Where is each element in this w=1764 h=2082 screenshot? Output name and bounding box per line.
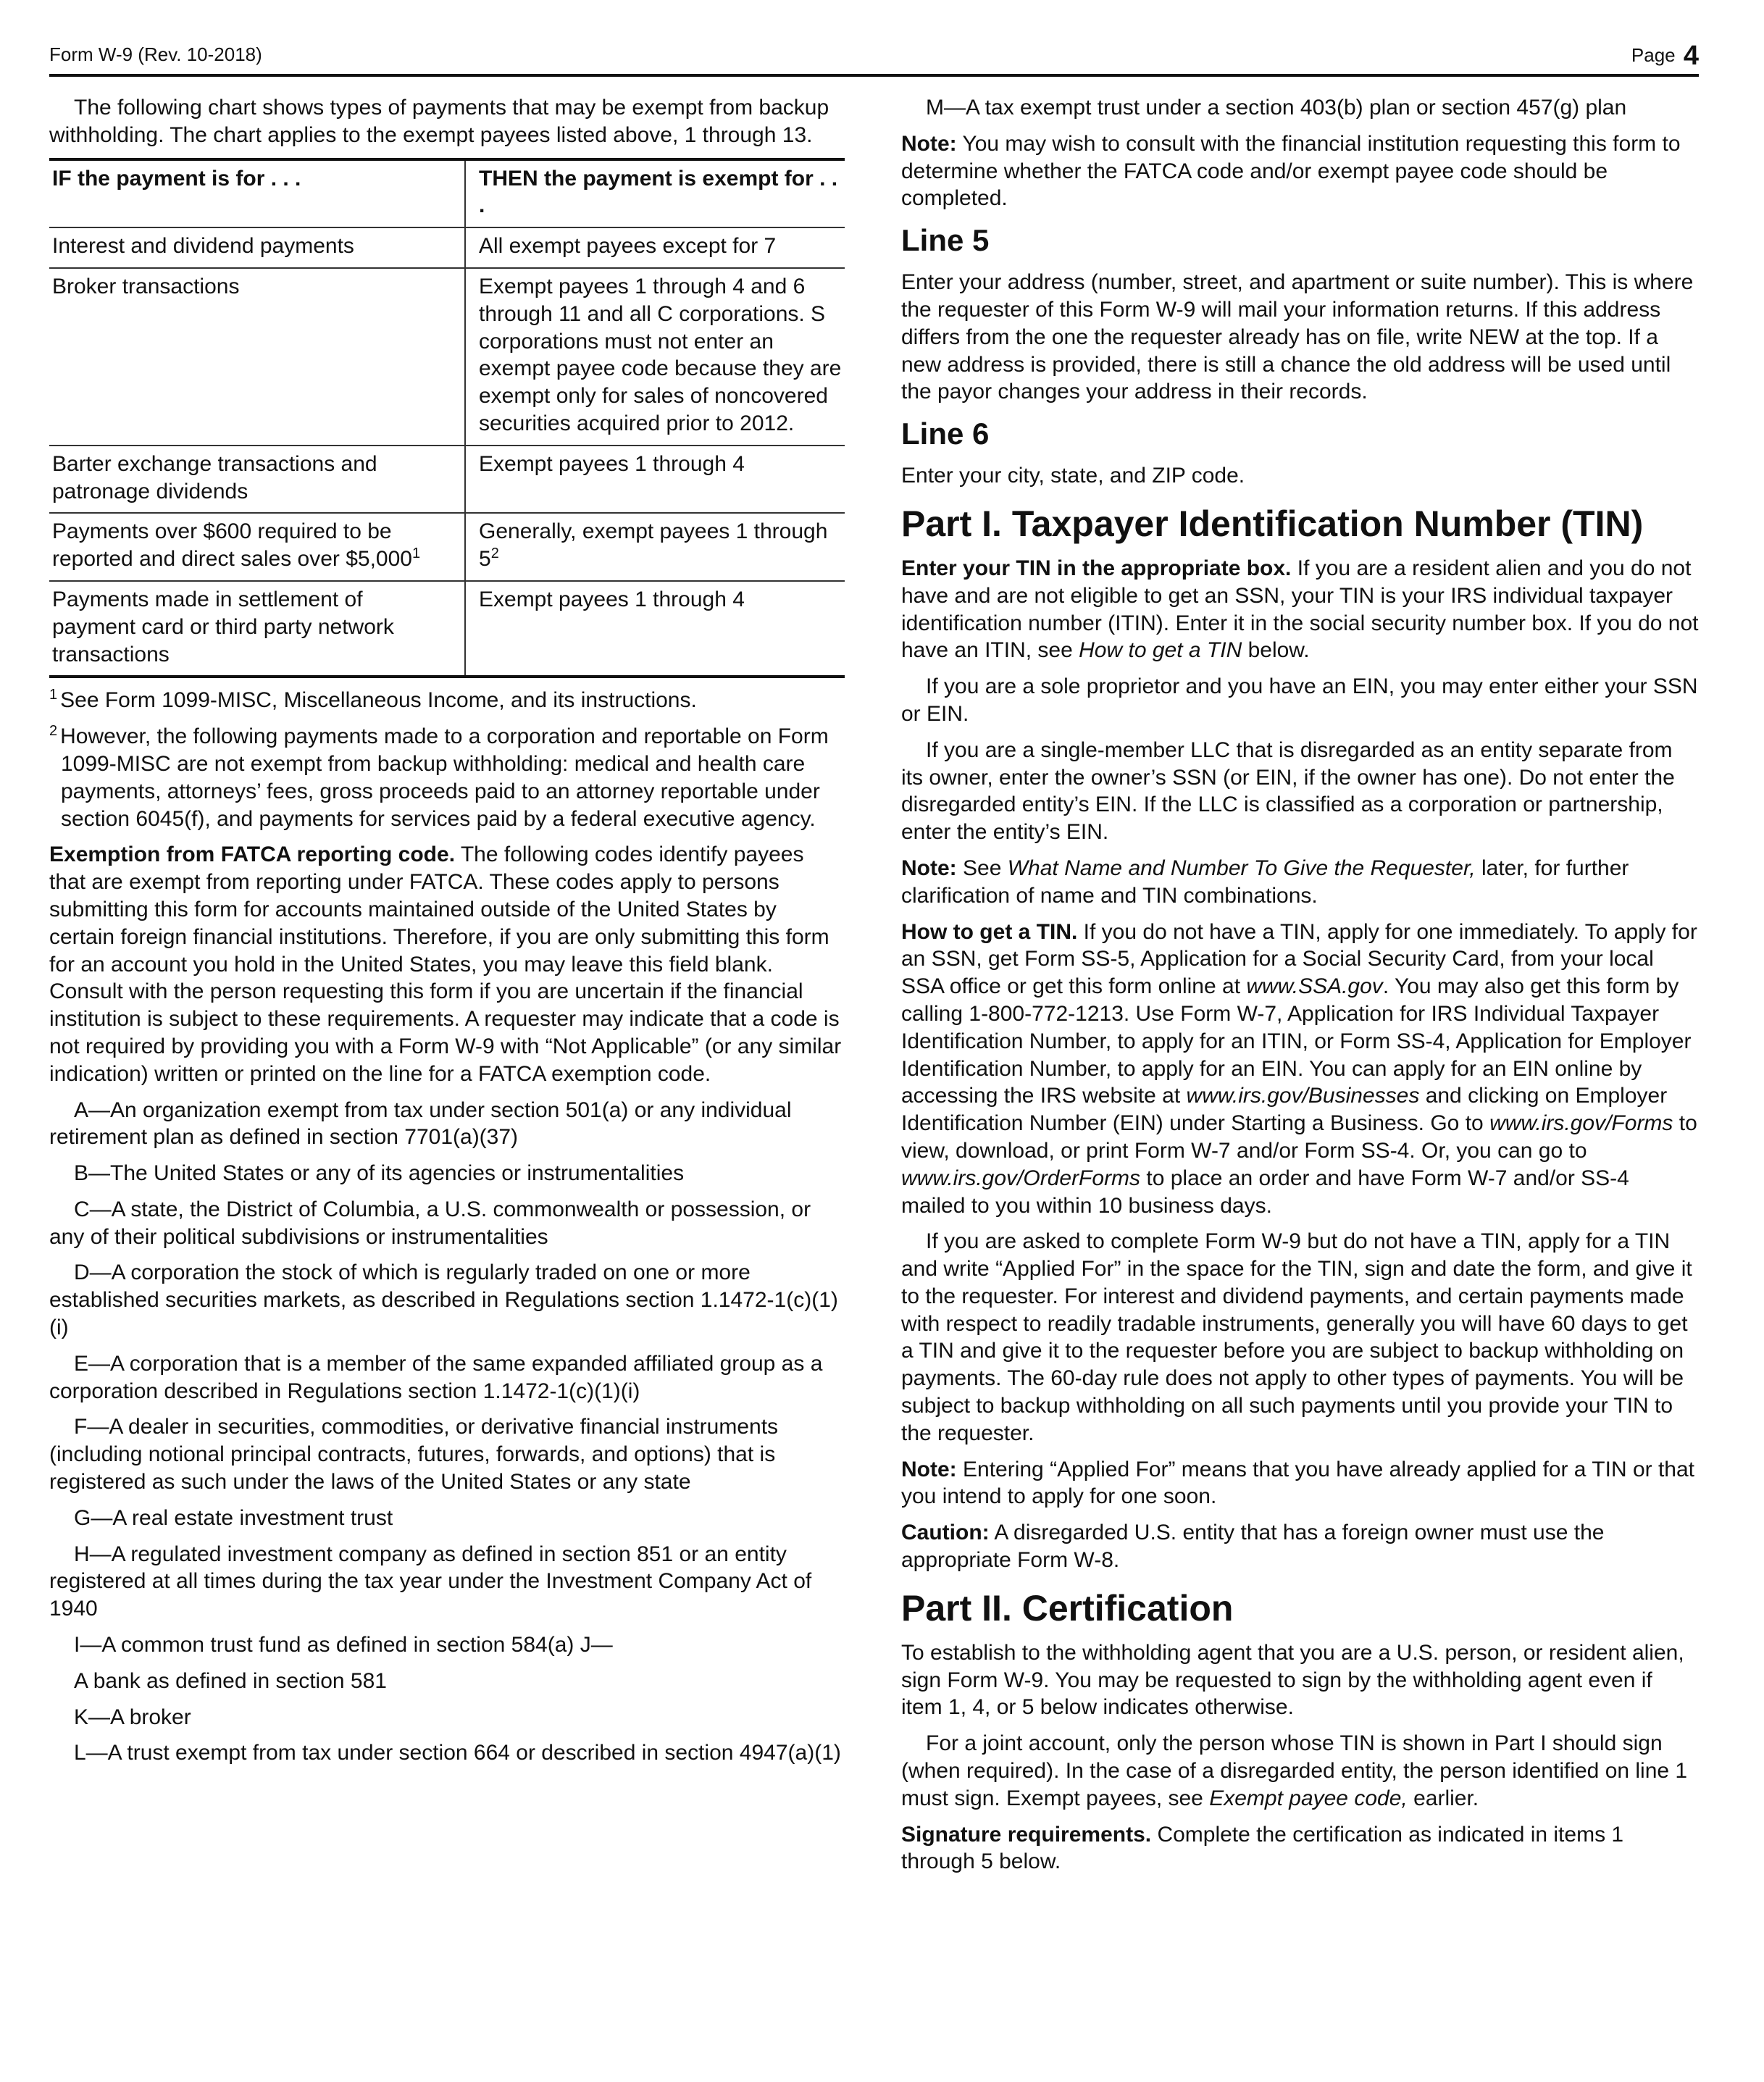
table-cell: Payments made in settlement of payment card or third party network transactions <box>49 581 465 677</box>
code-item: D—A corporation the stock of which is regularly traded on one or more established securities markets, as described in Regulations section 1.1472-1(c)(1)(i) <box>49 1261 838 1340</box>
fatca-text: The following codes identify payees that are exempt from reporting under FATCA. These codes apply to persons submitting this form for accounts maintained outside of the United States by certain foreign financial institutions. Therefore, if you are only submitting this form for an account you hold in the United States, you may leave this field blank. Consult with the person requesting this form if you are uncertain if the financial institution is subject to these requirements. A requester may indicate that a code is not required by providing you with a Form W-9 with “Not Applicable” (or any similar indication) written or printed on the line for a FATCA exemption code. <box>49 843 842 1086</box>
note-label: Note: <box>901 1457 957 1481</box>
cell-text: Generally, exempt payees 1 through 5 <box>479 519 828 572</box>
note-label: Note: <box>901 856 957 880</box>
tin-reference: How to get a TIN <box>1079 638 1242 663</box>
code-item: K—A broker <box>74 1705 191 1729</box>
line6-text: Enter your city, state, and ZIP code. <box>901 464 1245 488</box>
caution-paragraph <box>901 1519 1699 1574</box>
table-cell: Broker transactions <box>49 268 465 446</box>
code-item: A—An organization exempt from tax under section 501(a) or any individual retirement plan as defined in section 7701(a)(37) <box>49 1098 792 1150</box>
line5-text: Enter your address (number, street, and apartment or suite number). This is where the requester of this Form W-9 will mail your information returns. If this address differs from the one the requester already has on file, write NEW at the top. If a new address is provided, there is still a chance the old address will be used until the payor changes your address in their records. <box>901 270 1694 404</box>
table-cell: Interest and dividend payments <box>49 227 465 268</box>
joint-account-paragraph <box>901 1730 1699 1812</box>
part1-heading: Part I. Taxpayer Identification Number (TIN) <box>901 503 1644 544</box>
table-cell <box>465 513 845 581</box>
tin-paragraph <box>901 555 1699 664</box>
table-header-row <box>49 159 845 228</box>
table-header-then: THEN the payment is exempt for . . . <box>465 159 845 228</box>
page-label: Page <box>1631 44 1676 66</box>
code-item: B—The United States or any of its agencies or instrumentalities <box>74 1161 685 1186</box>
how-to-text: to place an order and have Form W-7 and/or SS-4 mailed to you within 10 business days. <box>901 1166 1629 1218</box>
header-rule <box>49 74 1699 77</box>
note-text: See <box>963 856 1002 880</box>
table-cell: Barter exchange transactions and patronage dividends <box>49 446 465 514</box>
code-item: G—A real estate investment trust <box>74 1505 393 1530</box>
table-row <box>49 581 845 677</box>
how-to-text: If you do not have a TIN, apply for one immediately. To apply for an SSN, get Form SS-5, Application for a Social Security Card, from your local SSA office or get this form online at <box>901 919 1697 999</box>
chart-intro: The following chart shows types of payments that may be exempt from backup withholding. The chart applies to the exempt payees listed above, 1 through 13. <box>49 96 829 147</box>
code-item: I—A common trust fund as defined in section 584(a) J— <box>74 1633 613 1657</box>
table-cell: All exempt payees except for 7 <box>465 227 845 268</box>
footnote-ref: 2 <box>490 545 499 562</box>
footnote-number: 1 <box>49 687 58 703</box>
note-paragraph <box>901 855 1699 910</box>
how-to-text: and clicking on Employer Identification Number (EIN) under Starting a Business. Go to <box>901 1084 1668 1136</box>
note-text: later, for further clarification of name and TIN combinations. <box>901 856 1629 908</box>
note-text: You may wish to consult with the financial institution requesting this form to determine whether the FATCA code and/or exempt payee code should be completed. <box>901 131 1681 211</box>
tin-end: below. <box>1247 638 1310 663</box>
page-number: 4 <box>1683 41 1699 71</box>
note-label: Note: <box>901 131 957 156</box>
footnote-number: 2 <box>49 723 58 740</box>
note-paragraph <box>901 130 1699 212</box>
footnote-1 <box>49 687 845 714</box>
sole-proprietor-paragraph: If you are a sole proprietor and you have an EIN, you may enter either your SSN or EIN. <box>901 674 1698 726</box>
how-to-text: to view, download, or print Form W-7 and/or Form SS-4. Or, you can go to <box>901 1111 1697 1163</box>
ssa-url: www.SSA.gov <box>1246 974 1383 999</box>
irs-businesses-url: www.irs.gov/Businesses <box>1186 1084 1420 1108</box>
right-column <box>901 94 1699 1884</box>
table-header-if: IF the payment is for . . . <box>49 159 465 228</box>
table-row <box>49 446 845 514</box>
footnote-2 <box>49 723 845 832</box>
code-item-m: M—A tax exempt trust under a section 403(b) plan or section 457(g) plan <box>926 96 1627 120</box>
code-item: F—A dealer in securities, commodities, or derivative financial instruments (including notional principal contracts, futures, forwards, and options) that is registered as such under the laws of the United States or any state <box>49 1415 779 1494</box>
line5-heading: Line 5 <box>901 223 990 258</box>
code-item: C—A state, the District of Columbia, a U.S. commonwealth or possession, or any of their political subdivisions or instrumentalities <box>49 1197 811 1249</box>
footnote-text: See Form 1099-MISC, Miscellaneous Income, and its instructions. <box>60 688 697 713</box>
table-cell <box>49 513 465 581</box>
irs-forms-url: www.irs.gov/Forms <box>1489 1111 1673 1136</box>
signature-label: Signature requirements. <box>901 1822 1152 1847</box>
left-column <box>49 94 845 1776</box>
table-row <box>49 513 845 581</box>
how-to-text: . You may also get this form by calling 1-800-772-1213. Use Form W-7, Application for IRS Individual Taxpayer Identification Number, to apply for an ITIN, or Form SS-4, Application for Employer Identification Number, to apply for an EIN. You can apply for an EIN online by accessing the IRS website at <box>901 974 1692 1108</box>
cell-text: Payments over $600 required to be reported and direct sales over $5,000 <box>52 519 412 572</box>
table-row <box>49 268 845 446</box>
tin-text: If you are a resident alien and you do not have and are not eligible to get an SSN, your TIN is your IRS individual taxpayer identification number (ITIN). Enter it in the social security number box. If you do not have an ITIN, see <box>901 556 1699 663</box>
applied-for-paragraph: If you are asked to complete Form W-9 but do not have a TIN, apply for a TIN and write “Applied For” in the space for the TIN, sign and date the form, and give it to the requester. For interest and dividend payments, and certain payments made with respect to readily tradable instruments, generally you will have 60 days to get a TIN and give it to the requester before you are subject to backup withholding on payments. The 60-day rule does not apply to other types of payments. You will be subject to backup withholding on all such payments until you provide your TIN to the requester. <box>901 1229 1692 1445</box>
caution-text: A disregarded U.S. entity that has a foreign owner must use the appropriate Form W-8. <box>901 1521 1605 1573</box>
how-to-label: How to get a TIN. <box>901 919 1078 944</box>
footnote-ref: 1 <box>411 545 421 562</box>
fatca-paragraph <box>49 841 845 1087</box>
code-item: L—A trust exempt from tax under section 664 or described in section 4947(a)(1) <box>74 1741 841 1765</box>
footnote-text: However, the following payments made to a corporation and reportable on Form 1099-MISC are not exempt from backup withholding: medical and health care payments, attorneys’ fees, gross proceeds paid to an attorney reportable under section 6045(f), and payments for services paid by a federal executive agency. <box>60 724 829 831</box>
irs-orderforms-url: www.irs.gov/OrderForms <box>901 1166 1141 1190</box>
signature-requirements-paragraph <box>901 1821 1699 1876</box>
joint-text: earlier. <box>1413 1786 1479 1810</box>
code-item: H—A regulated investment company as defined in section 851 or an entity registered at all times during the tax year under the Investment Company Act of 1940 <box>49 1542 812 1621</box>
line6-heading: Line 6 <box>901 417 990 451</box>
certification-paragraph: To establish to the withholding agent that you are a U.S. person, or resident alien, sign Form W-9. You may be requested to sign by the withholding agent even if item 1, 4, or 5 below indicates otherwise. <box>901 1640 1684 1720</box>
joint-text: For a joint account, only the person whose TIN is shown in Part I should sign (when required). In the case of a disregarded entity, the person identified on line 1 must sign. Exempt payees, see <box>901 1731 1688 1810</box>
note-paragraph <box>901 1456 1699 1511</box>
code-item: E—A corporation that is a member of the same expanded affiliated group as a corporation described in Regulations section 1.1472-1(c)(1)(i) <box>49 1351 823 1403</box>
table-cell: Exempt payees 1 through 4 and 6 through 11 and all C corporations. S corporations must not enter an exempt payee code because they are exempt only for sales of noncovered securities acquired prior to 2012. <box>465 268 845 446</box>
page-indicator <box>1631 41 1699 72</box>
table-cell: Exempt payees 1 through 4 <box>465 446 845 514</box>
note-text: Entering “Applied For” means that you have already applied for a TIN or that you intend to apply for one soon. <box>901 1457 1694 1509</box>
note-reference: What Name and Number To Give the Requester, <box>1007 856 1476 880</box>
exempt-payee-reference: Exempt payee code, <box>1209 1786 1408 1810</box>
part2-heading: Part II. Certification <box>901 1587 1234 1629</box>
table-row <box>49 227 845 268</box>
tin-lead: Enter your TIN in the appropriate box. <box>901 556 1292 580</box>
exempt-payments-table <box>49 158 845 679</box>
how-to-get-tin-paragraph <box>901 919 1699 1220</box>
caution-label: Caution: <box>901 1521 990 1545</box>
table-cell: Exempt payees 1 through 4 <box>465 581 845 677</box>
signature-text: Complete the certification as indicated in items 1 through 5 below. <box>901 1822 1624 1874</box>
fatca-heading: Exemption from FATCA reporting code. <box>49 843 456 867</box>
llc-paragraph: If you are a single-member LLC that is disregarded as an entity separate from its owner, enter the owner’s SSN (or EIN, if the owner has one). Do not enter the disregarded entity’s EIN. If the LLC is classified as a corporation or partnership, enter the entity’s EIN. <box>901 737 1675 845</box>
code-item: A bank as defined in section 581 <box>74 1668 387 1693</box>
form-id: Form W-9 (Rev. 10-2018) <box>49 43 262 65</box>
